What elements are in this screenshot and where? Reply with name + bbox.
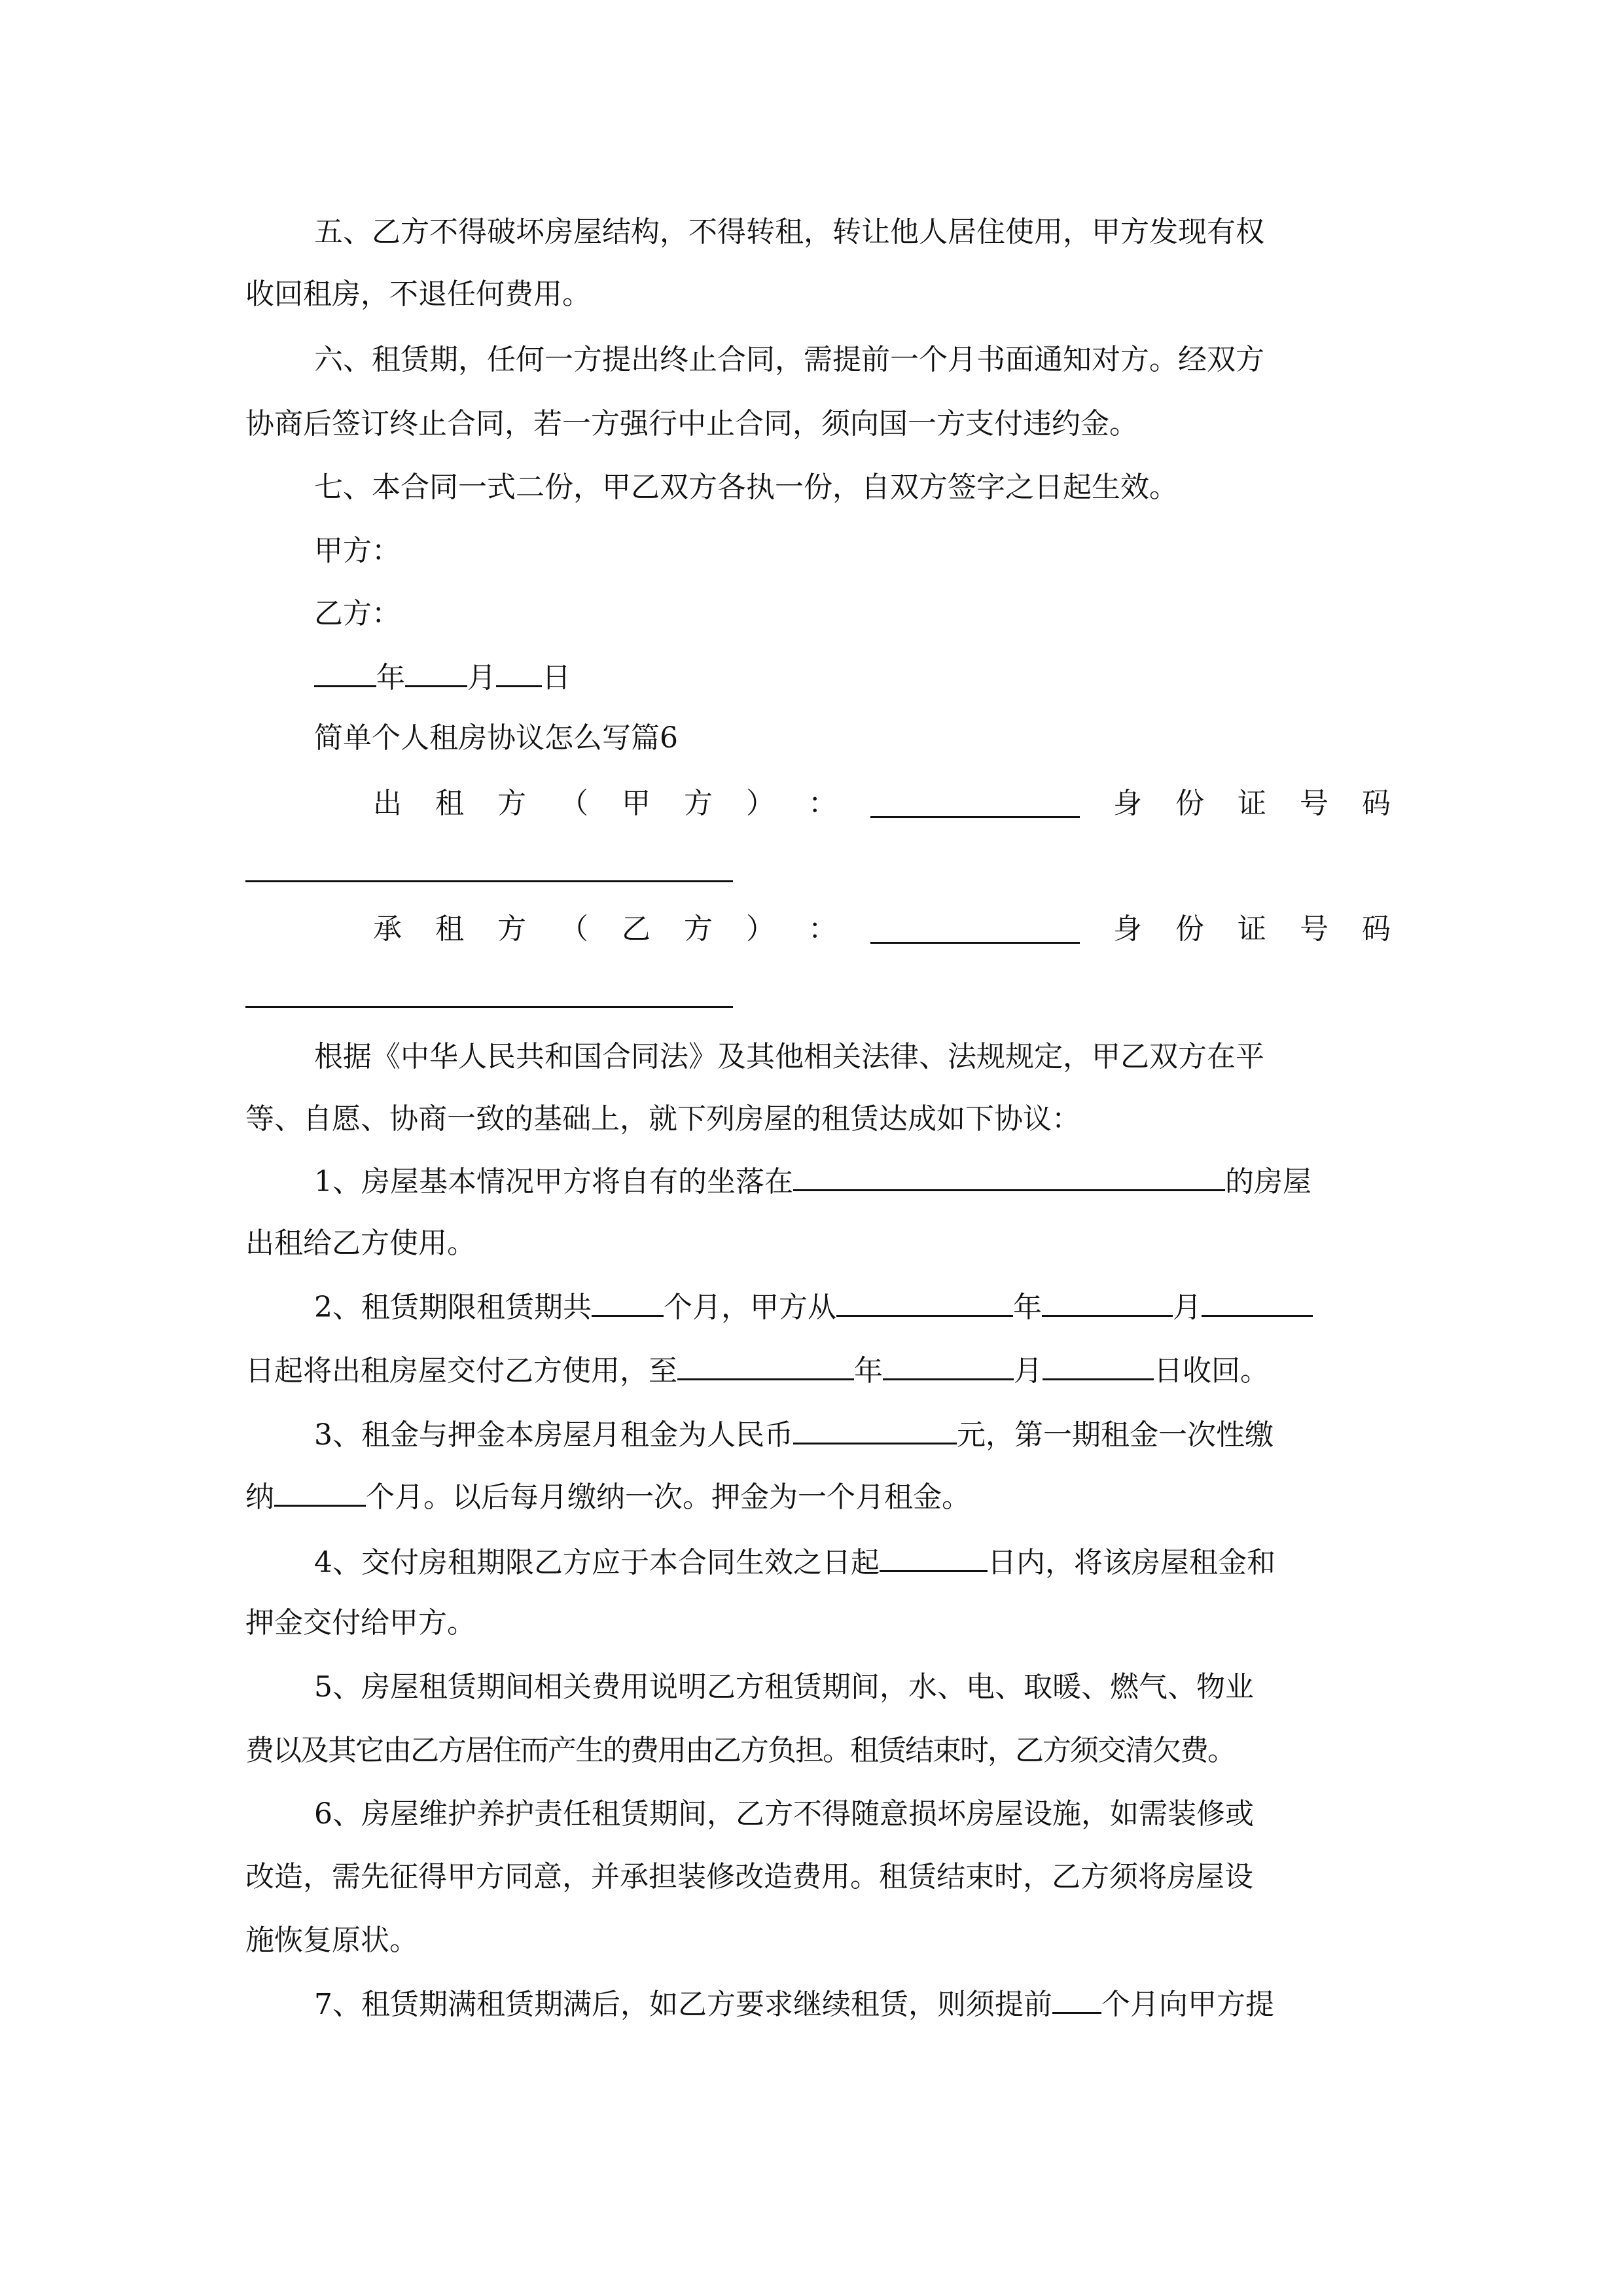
end-year-blank[interactable] — [677, 1350, 854, 1380]
lessor-char: 方 — [684, 787, 713, 820]
item-6-line-1: 6、房屋维护养护责任租赁期间，乙方不得随意损坏房屋设施，如需装修或 — [314, 1797, 1254, 1831]
property-address-blank[interactable] — [793, 1160, 1225, 1191]
item-2-text: 个月，甲方从 — [664, 1291, 836, 1324]
year-label: 年 — [1013, 1291, 1042, 1324]
item-3-text: 个月。以后每月缴纳一次。押金为一个月租金。 — [366, 1480, 971, 1514]
signature-date-line — [314, 656, 571, 698]
lessee-char: ） — [746, 912, 775, 946]
month-label: 月 — [467, 661, 496, 694]
lessee-name-blank[interactable] — [870, 942, 1080, 944]
item-7-line-1 — [314, 1983, 1274, 2024]
preamble-line-1: 根据《中华人民共和国合同法》及其他相关法律、法规规定，甲乙双方在平 — [314, 1040, 1264, 1073]
lessee-id-blank[interactable] — [245, 1006, 733, 1008]
start-year-blank[interactable] — [836, 1286, 1013, 1317]
item-2-text: 日起将出租房屋交付乙方使用，至 — [245, 1354, 677, 1388]
item-1-line-2: 出租给乙方使用。 — [245, 1227, 476, 1260]
lease-months-blank[interactable] — [592, 1286, 664, 1317]
item-6-line-3: 施恢复原状。 — [245, 1924, 418, 1957]
lessee-char: 租 — [435, 912, 464, 946]
item-5-line-1: 5、房屋租赁期间相关费用说明乙方租赁期间，水、电、取暖、燃气、物业 — [314, 1670, 1254, 1704]
id-label-char: 身 — [1113, 912, 1142, 946]
clause-6-line-2: 协商后签订终止合同，若一方强行中止合同，须向国一方支付违约金。 — [245, 407, 1138, 440]
item-2-line-1 — [314, 1286, 1313, 1327]
lessor-char: 甲 — [622, 787, 651, 820]
first-payment-months-blank[interactable] — [274, 1476, 366, 1507]
section-title: 简单个人租房协议怎么写篇6 — [314, 721, 678, 755]
lessee-char: 方 — [497, 912, 526, 946]
id-label-char: 证 — [1238, 787, 1266, 820]
id-label-char: 证 — [1238, 912, 1266, 946]
id-label-char: 份 — [1175, 787, 1204, 820]
day-blank[interactable] — [496, 656, 542, 687]
lessor-char: ： — [808, 787, 837, 820]
clause-5-line-2: 收回租房，不退任何费用。 — [245, 278, 591, 311]
item-5-line-2: 费以及其它由乙方居住而产生的费用由乙方负担。租赁结束时，乙方须交清欠费。 — [245, 1734, 1235, 1767]
lessor-line — [373, 784, 1391, 823]
item-3-text: 纳 — [245, 1480, 274, 1514]
party-b-signature-label: 乙方： — [314, 597, 401, 630]
end-day-blank[interactable] — [1043, 1350, 1154, 1380]
item-3-text: 元，第一期租金一次性缴 — [957, 1418, 1274, 1452]
id-label-char: 码 — [1362, 912, 1391, 946]
item-3-line-1 — [314, 1414, 1274, 1455]
renewal-notice-months-blank[interactable] — [1052, 1983, 1101, 2014]
lessor-char: （ — [560, 787, 588, 820]
item-4-text: 4、交付房租期限乙方应于本合同生效之日起 — [314, 1546, 880, 1579]
item-3-line-2 — [245, 1476, 971, 1517]
lessor-char: 方 — [497, 787, 526, 820]
id-label-char: 号 — [1300, 787, 1329, 820]
item-1-line-1 — [314, 1160, 1311, 1202]
month-label: 月 — [1173, 1291, 1202, 1324]
start-month-blank[interactable] — [1042, 1286, 1173, 1317]
lessor-char: 出 — [373, 787, 402, 820]
lessee-line — [373, 910, 1391, 949]
item-4-line-2: 押金交付给甲方。 — [245, 1606, 476, 1640]
lessor-name-blank[interactable] — [870, 816, 1080, 818]
year-blank[interactable] — [314, 656, 376, 687]
lessor-char: ） — [746, 787, 775, 820]
day-label: 日 — [542, 661, 571, 694]
item-4-text: 日内，将该房屋租金和 — [988, 1546, 1275, 1579]
id-label-char: 号 — [1300, 912, 1329, 946]
item-7-text: 7、租赁期满租赁期满后，如乙方要求继续租赁，则须提前 — [314, 1988, 1052, 2021]
lessee-char: 方 — [684, 912, 713, 946]
item-6-line-2: 改造，需先征得甲方同意，并承担装修改造费用。租赁结束时，乙方须将房屋设 — [245, 1860, 1253, 1893]
item-7-text: 个月向甲方提 — [1101, 1988, 1274, 2021]
clause-7: 七、本合同一式二份，甲乙双方各执一份，自双方签字之日起生效。 — [314, 471, 1178, 504]
clause-6-line-1: 六、租赁期，任何一方提出终止合同，需提前一个月书面通知对方。经双方 — [314, 343, 1264, 376]
id-label-char: 身 — [1113, 787, 1142, 820]
lessee-char: 乙 — [622, 912, 651, 946]
item-3-text: 3、租金与押金本房屋月租金为人民币 — [314, 1418, 793, 1452]
item-2-text-end: 日收回。 — [1154, 1354, 1269, 1388]
lessee-char: （ — [560, 912, 588, 946]
id-label-char: 码 — [1362, 787, 1391, 820]
lessor-char: 租 — [435, 787, 464, 820]
lessee-char: ： — [808, 912, 837, 946]
clause-5-line-1: 五、乙方不得破坏房屋结构，不得转租，转让他人居住使用，甲方发现有权 — [314, 215, 1264, 249]
item-2-line-2 — [245, 1350, 1269, 1391]
month-label: 月 — [1014, 1354, 1043, 1388]
year-label: 年 — [854, 1354, 883, 1388]
start-day-blank[interactable] — [1202, 1286, 1313, 1317]
item-1-text: 1、房屋基本情况甲方将自有的坐落在 — [314, 1165, 793, 1198]
month-blank[interactable] — [405, 656, 467, 687]
id-label-char: 份 — [1175, 912, 1204, 946]
item-2-text: 2、租赁期限租赁期共 — [314, 1291, 592, 1324]
lessee-char: 承 — [373, 912, 402, 946]
item-1-text-end: 的房屋 — [1225, 1165, 1311, 1198]
payment-days-blank[interactable] — [880, 1541, 988, 1572]
end-month-blank[interactable] — [883, 1350, 1014, 1380]
year-label: 年 — [376, 661, 405, 694]
lessor-id-blank[interactable] — [245, 880, 733, 882]
monthly-rent-blank[interactable] — [793, 1414, 957, 1444]
item-4-line-1 — [314, 1541, 1275, 1583]
preamble-line-2: 等、自愿、协商一致的基础上，就下列房屋的租赁达成如下协议： — [245, 1102, 1080, 1136]
party-a-signature-label: 甲方： — [314, 534, 401, 567]
